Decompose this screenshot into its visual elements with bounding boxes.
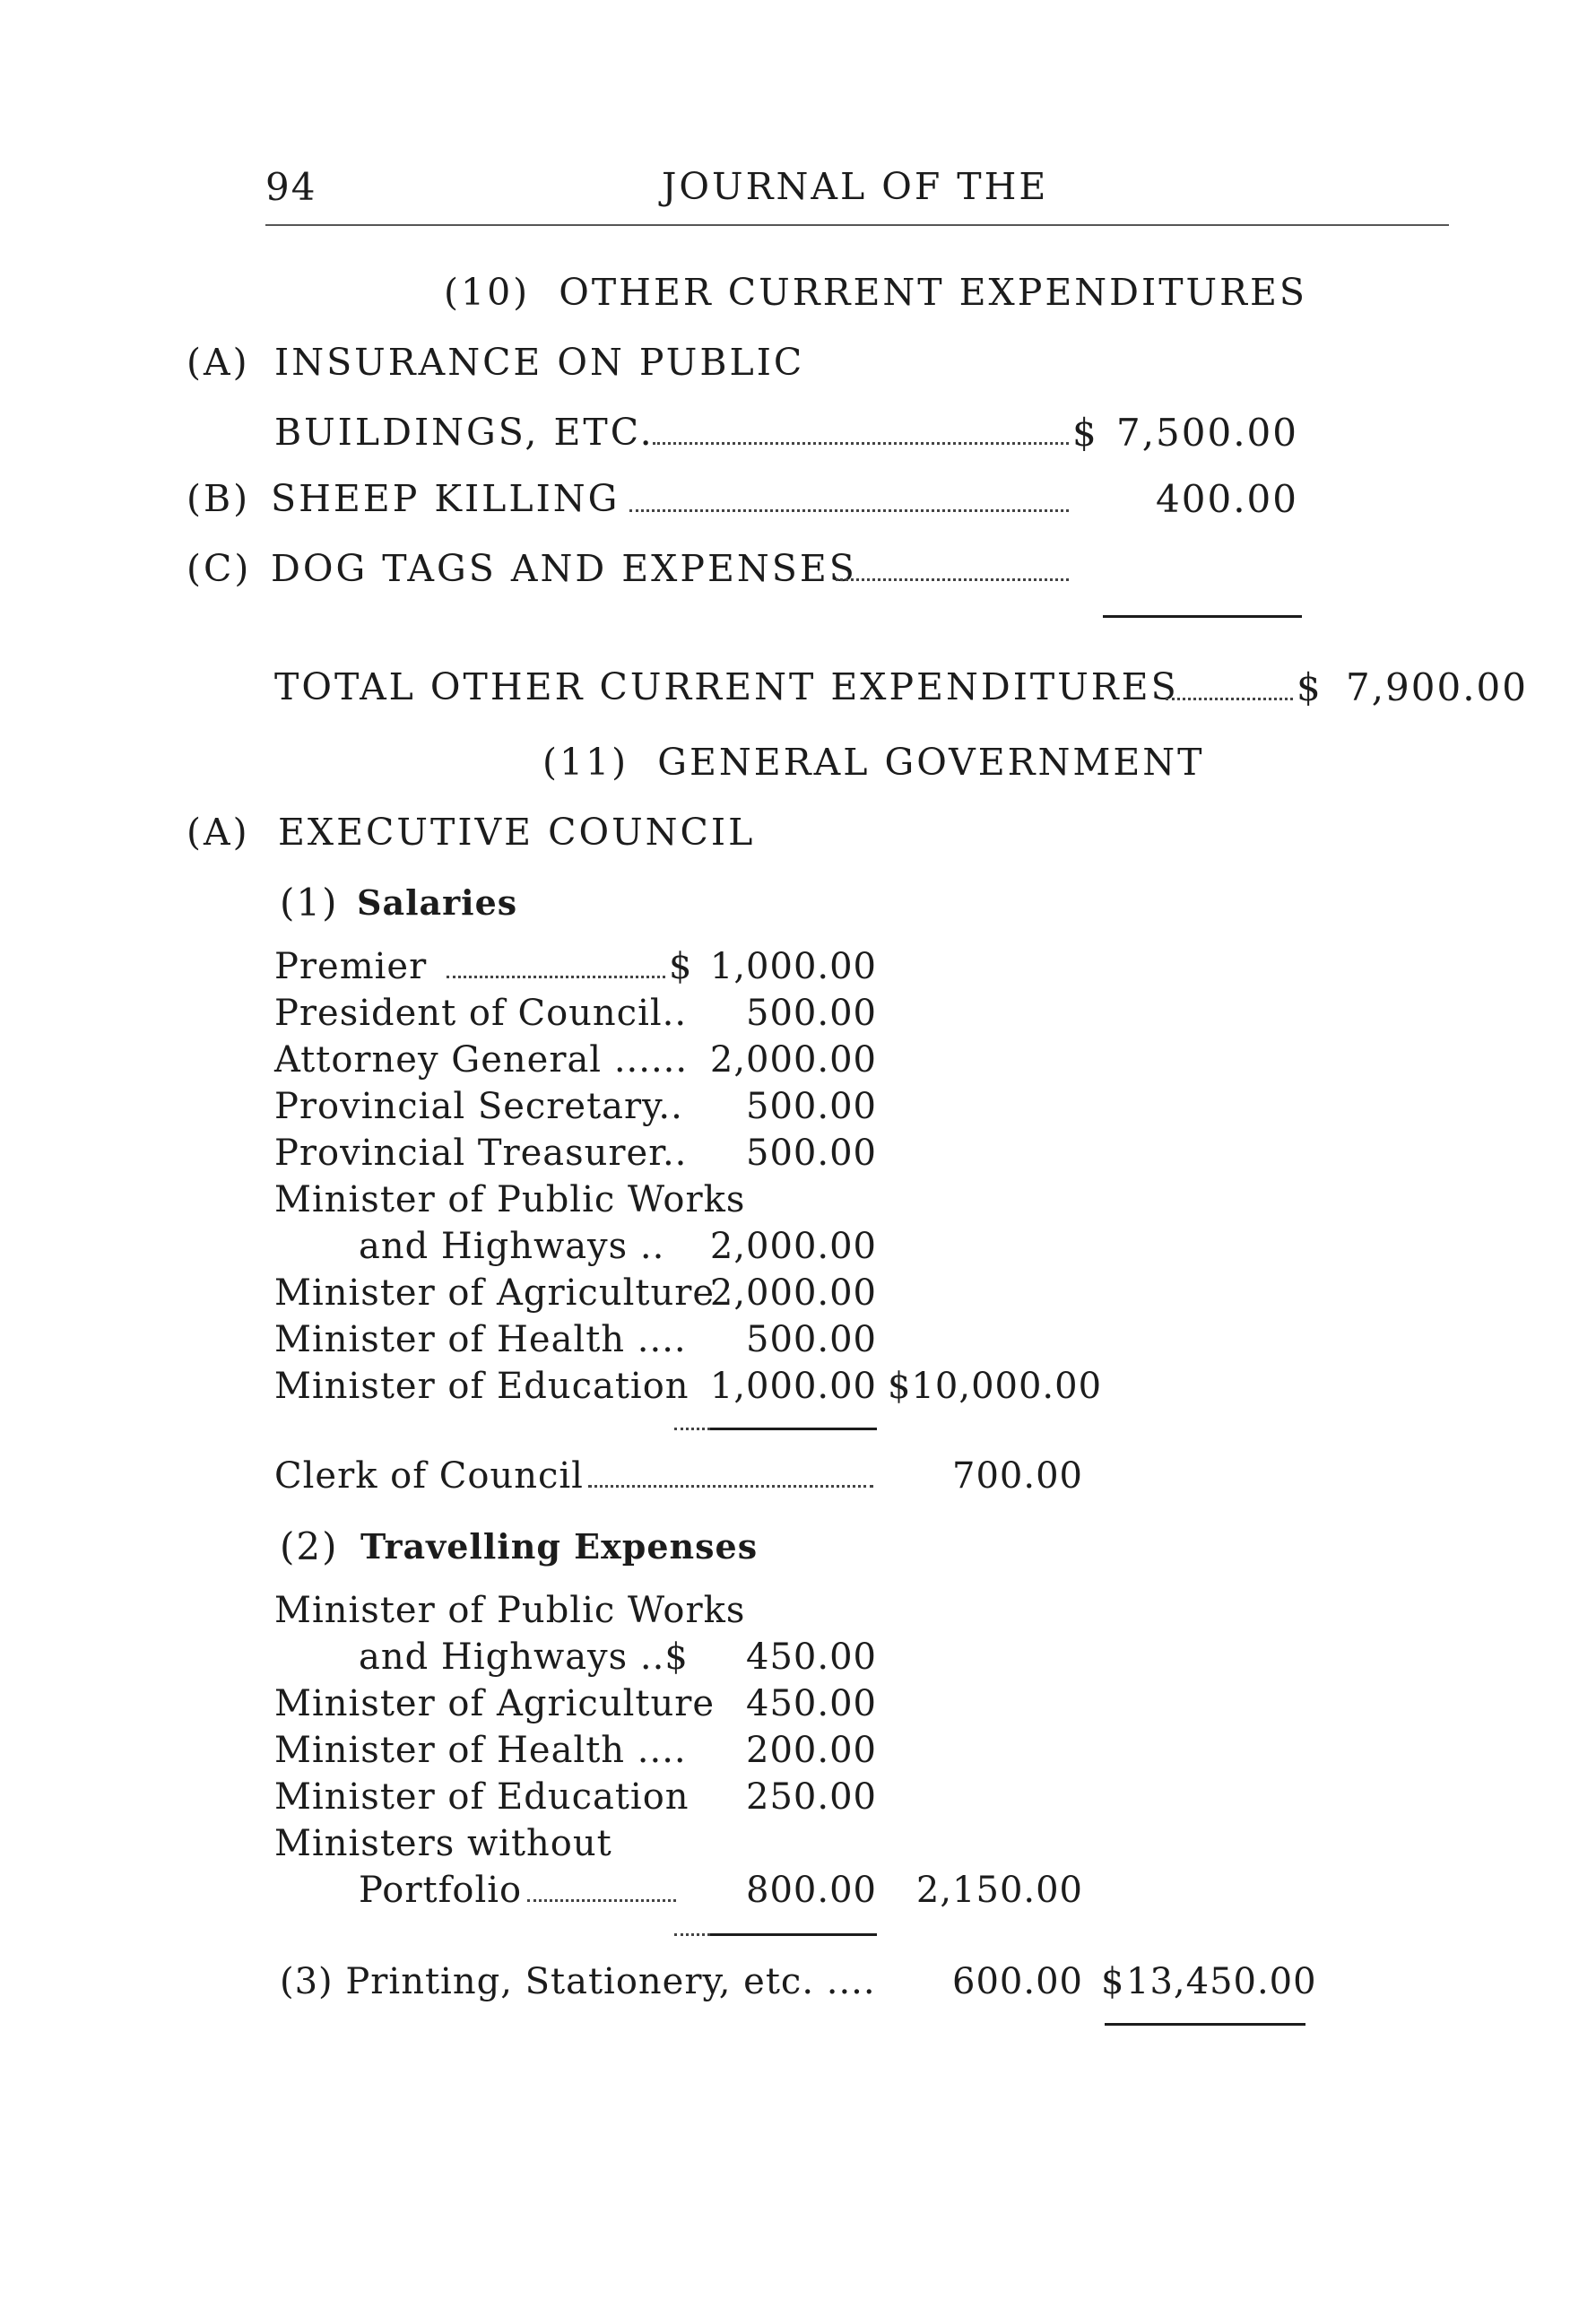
clerk-leader bbox=[588, 1485, 873, 1488]
total-leader bbox=[1166, 698, 1293, 700]
printing-dollar: $ bbox=[1101, 1961, 1125, 2002]
travel-amount: 450.00 bbox=[746, 1636, 877, 1678]
salary-amount: 2,000.00 bbox=[709, 1272, 877, 1314]
travel-amount: 200.00 bbox=[746, 1730, 877, 1771]
printing-label: (3) Printing, Stationery, etc. .... bbox=[280, 1961, 876, 2002]
total-amount: 7,900.00 bbox=[1345, 665, 1528, 709]
item-c-label: (C) bbox=[186, 547, 252, 590]
section-10-heading: (10) OTHER CURRENT EXPENDITURES bbox=[444, 271, 1307, 314]
travelling-rule-dots bbox=[674, 1933, 710, 1936]
travel-amount: 800.00 bbox=[746, 1870, 877, 1911]
salary-name: Minister of Agriculture bbox=[274, 1272, 716, 1314]
salary-name: Premier bbox=[274, 946, 428, 987]
salary-amount: 2,000.00 bbox=[709, 1039, 877, 1081]
salaries-heading-num: (1) bbox=[280, 881, 339, 925]
subtotal-rule bbox=[1103, 615, 1302, 618]
section-11-heading: (11) GENERAL GOVERNMENT bbox=[542, 741, 1205, 784]
salary-name: Attorney General ...... bbox=[274, 1039, 689, 1081]
travel-name: and Highways ..$ bbox=[359, 1636, 689, 1678]
page-number: 94 bbox=[265, 165, 317, 209]
item-b-label: (B) bbox=[186, 477, 251, 520]
section-11-total: 13,450.00 bbox=[1126, 1961, 1317, 2002]
salary-amount: 500.00 bbox=[746, 1133, 877, 1174]
travel-name: Minister of Public Works bbox=[274, 1590, 746, 1631]
travel-amount: 450.00 bbox=[746, 1683, 877, 1724]
section-11-total-rule bbox=[1105, 2023, 1305, 2026]
travel-name: Portfolio bbox=[359, 1870, 523, 1911]
printing-amount: 600.00 bbox=[952, 1961, 1083, 2002]
item-b-text: SHEEP KILLING bbox=[271, 477, 620, 520]
salary-amount: 1,000.00 bbox=[709, 946, 877, 987]
travelling-heading: Travelling Expenses bbox=[360, 1526, 759, 1567]
salaries-rule-dots bbox=[674, 1428, 710, 1430]
salary-leader bbox=[447, 976, 665, 978]
salary-amount: 2,000.00 bbox=[709, 1226, 877, 1267]
salary-name: Minister of Health .... bbox=[274, 1319, 687, 1360]
salaries-heading: Salaries bbox=[357, 882, 518, 923]
salary-amount: 500.00 bbox=[746, 993, 877, 1034]
salaries-total: $10,000.00 bbox=[888, 1366, 1103, 1407]
salary-amount: 500.00 bbox=[746, 1319, 877, 1360]
item-a-dollar: $ bbox=[1072, 411, 1098, 455]
travel-name: Minister of Education bbox=[274, 1776, 690, 1818]
travel-name: Minister of Agriculture bbox=[274, 1683, 716, 1724]
salaries-rule bbox=[710, 1428, 877, 1430]
item-a-label: (A) bbox=[186, 341, 250, 384]
salary-name: President of Council.. bbox=[274, 993, 688, 1034]
salary-name: and Highways .. bbox=[359, 1226, 665, 1267]
portfolio-leader bbox=[527, 1899, 676, 1902]
sub-a-text: EXECUTIVE COUNCIL bbox=[278, 811, 756, 854]
item-a-leader bbox=[653, 442, 1069, 445]
item-a-text-line1: INSURANCE ON PUBLIC bbox=[274, 341, 805, 384]
travel-amount: 250.00 bbox=[746, 1776, 877, 1818]
total-dollar: $ bbox=[1297, 665, 1323, 709]
item-b-leader bbox=[629, 509, 1069, 512]
page-header-title: JOURNAL OF THE bbox=[662, 165, 1049, 208]
header-rule bbox=[265, 224, 1449, 226]
item-b-amount: 400.00 bbox=[1156, 477, 1298, 521]
salary-dollar: $ bbox=[669, 946, 693, 987]
travelling-rule bbox=[710, 1933, 877, 1936]
item-a-amount: 7,500.00 bbox=[1115, 411, 1298, 455]
travelling-heading-num: (2) bbox=[280, 1524, 339, 1568]
salary-amount: 1,000.00 bbox=[709, 1366, 877, 1407]
item-a-text-line2: BUILDINGS, ETC. bbox=[274, 411, 655, 454]
salary-name: Minister of Public Works bbox=[274, 1179, 746, 1220]
sub-a-label: (A) bbox=[186, 811, 250, 854]
clerk-amount: 700.00 bbox=[952, 1455, 1083, 1497]
item-c-text: DOG TAGS AND EXPENSES bbox=[271, 547, 857, 590]
item-c-leader bbox=[836, 578, 1069, 581]
salary-amount: 500.00 bbox=[746, 1086, 877, 1127]
salary-name: Provincial Treasurer.. bbox=[274, 1133, 688, 1174]
salary-name: Provincial Secretary.. bbox=[274, 1086, 683, 1127]
clerk-label: Clerk of Council bbox=[274, 1455, 584, 1497]
travel-name: Minister of Health .... bbox=[274, 1730, 687, 1771]
travel-name: Ministers without bbox=[274, 1823, 612, 1864]
total-label: TOTAL OTHER CURRENT EXPENDITURES bbox=[274, 665, 1179, 708]
salary-name: Minister of Education bbox=[274, 1366, 690, 1407]
travelling-total: 2,150.00 bbox=[915, 1870, 1083, 1911]
